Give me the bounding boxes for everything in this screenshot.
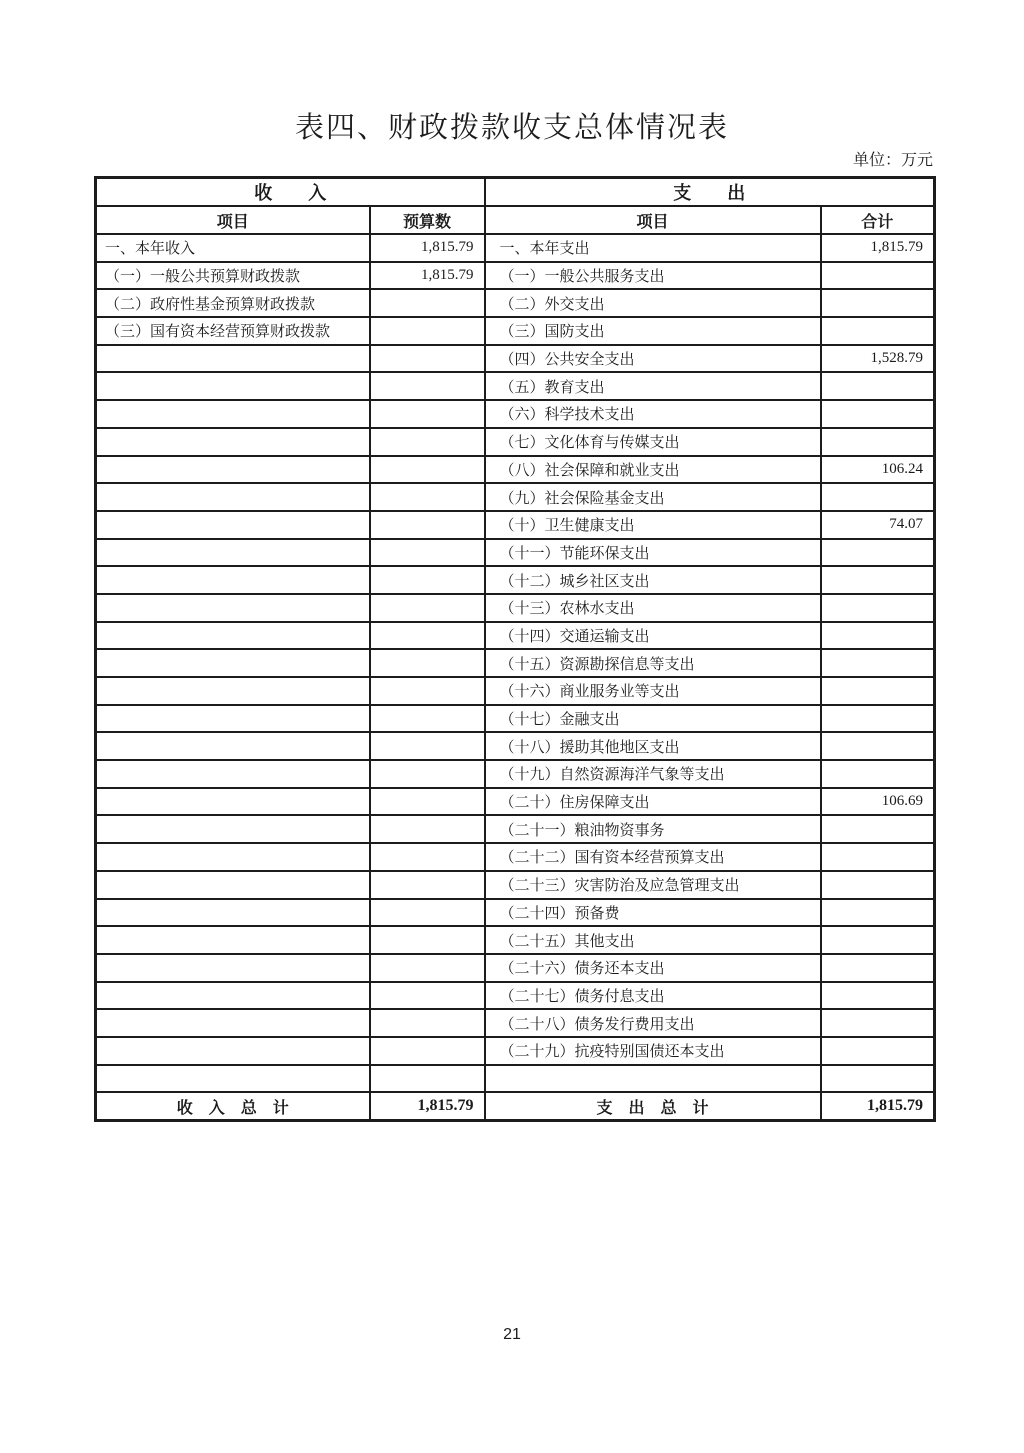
table-row <box>96 566 935 594</box>
expense-value-cell <box>821 594 935 622</box>
expense-item-cell: （二十三）灾害防治及应急管理支出 <box>485 871 821 899</box>
table-row <box>96 1065 935 1093</box>
income-value-cell: 1,815.79 <box>370 262 485 290</box>
income-item-cell <box>96 539 370 567</box>
expense-item-header: 项目 <box>485 206 821 234</box>
table-row <box>96 954 935 982</box>
expense-value-cell <box>821 622 935 650</box>
income-value-cell <box>370 594 485 622</box>
income-value-cell <box>370 732 485 760</box>
income-item-cell <box>96 788 370 816</box>
table-row <box>96 843 935 871</box>
expense-value-cell <box>821 317 935 345</box>
income-budget-header: 预算数 <box>370 206 485 234</box>
expense-value-cell <box>821 871 935 899</box>
income-value-cell <box>370 566 485 594</box>
income-value-cell <box>370 317 485 345</box>
income-value-cell <box>370 539 485 567</box>
expense-value-cell <box>821 1037 935 1065</box>
income-item-cell <box>96 954 370 982</box>
expense-value-cell <box>821 954 935 982</box>
section-header-row <box>96 178 935 207</box>
table-row <box>96 899 935 927</box>
income-value-cell <box>370 760 485 788</box>
income-item-cell <box>96 1065 370 1093</box>
income-value-cell <box>370 815 485 843</box>
income-item-cell <box>96 677 370 705</box>
table-row <box>96 760 935 788</box>
expense-item-cell: （二十七）债务付息支出 <box>485 982 821 1010</box>
income-item-cell: 一、本年收入 <box>96 234 370 262</box>
income-item-cell <box>96 926 370 954</box>
income-item-cell <box>96 594 370 622</box>
income-value-cell <box>370 289 485 317</box>
table-row <box>96 428 935 456</box>
table-row <box>96 317 935 345</box>
income-value-cell <box>370 428 485 456</box>
table-body <box>96 234 935 1092</box>
income-value-cell <box>370 1065 485 1093</box>
income-item-cell <box>96 843 370 871</box>
column-header-row <box>96 206 935 234</box>
table-row <box>96 1037 935 1065</box>
income-value-cell <box>370 345 485 373</box>
expense-item-cell: （三）国防支出 <box>485 317 821 345</box>
expense-item-cell: （十六）商业服务业等支出 <box>485 677 821 705</box>
expense-value-cell <box>821 289 935 317</box>
income-item-cell: （二）政府性基金预算财政拨款 <box>96 289 370 317</box>
expense-value-cell <box>821 732 935 760</box>
expense-item-cell: （十二）城乡社区支出 <box>485 566 821 594</box>
table-row <box>96 345 935 373</box>
expense-value-cell <box>821 982 935 1010</box>
income-item-cell <box>96 566 370 594</box>
income-value-cell <box>370 788 485 816</box>
income-item-cell <box>96 982 370 1010</box>
expense-value-cell <box>821 815 935 843</box>
income-value-cell <box>370 871 485 899</box>
expense-item-cell: （九）社会保险基金支出 <box>485 483 821 511</box>
table-row <box>96 262 935 290</box>
income-total-value: 1,815.79 <box>370 1092 485 1120</box>
income-item-cell <box>96 732 370 760</box>
table-row <box>96 400 935 428</box>
income-item-cell <box>96 705 370 733</box>
unit-label: 单位：万元 <box>852 152 933 169</box>
expense-item-cell: （十八）援助其他地区支出 <box>485 732 821 760</box>
expense-value-cell: 1,528.79 <box>821 345 935 373</box>
table-row <box>96 234 935 262</box>
income-item-cell <box>96 1037 370 1065</box>
expense-value-cell <box>821 899 935 927</box>
expense-item-cell: （二十二）国有资本经营预算支出 <box>485 843 821 871</box>
table-row <box>96 594 935 622</box>
expense-value-cell: 1,815.79 <box>821 234 935 262</box>
expense-value-cell <box>821 705 935 733</box>
table-row <box>96 622 935 650</box>
income-value-cell <box>370 843 485 871</box>
expense-item-cell: （二十九）抗疫特别国债还本支出 <box>485 1037 821 1065</box>
table-row <box>96 456 935 484</box>
table-row <box>96 372 935 400</box>
expense-item-cell: （二十六）债务还本支出 <box>485 954 821 982</box>
expense-item-cell: （十七）金融支出 <box>485 705 821 733</box>
table-row <box>96 926 935 954</box>
expense-total-value: 1,815.79 <box>821 1092 935 1120</box>
expense-total-header: 合计 <box>821 206 935 234</box>
table-row <box>96 871 935 899</box>
expense-total-label: 支 出 总 计 <box>485 1092 821 1120</box>
page-number: 21 <box>503 1326 521 1343</box>
expense-item-cell: （二十八）债务发行费用支出 <box>485 1009 821 1037</box>
expense-item-cell: （二十四）预备费 <box>485 899 821 927</box>
expense-item-cell: （四）公共安全支出 <box>485 345 821 373</box>
income-item-cell <box>96 760 370 788</box>
income-value-cell <box>370 954 485 982</box>
expense-item-cell: （十九）自然资源海洋气象等支出 <box>485 760 821 788</box>
income-value-cell <box>370 705 485 733</box>
expense-item-cell: （六）科学技术支出 <box>485 400 821 428</box>
income-item-cell <box>96 815 370 843</box>
income-total-label: 收 入 总 计 <box>96 1092 370 1120</box>
income-item-cell <box>96 400 370 428</box>
income-value-cell <box>370 400 485 428</box>
table-row <box>96 982 935 1010</box>
expenditure-section-header: 支 出 <box>485 178 935 207</box>
expense-item-cell <box>485 1065 821 1093</box>
expense-item-cell: （二）外交支出 <box>485 289 821 317</box>
income-item-cell <box>96 1009 370 1037</box>
income-item-cell <box>96 899 370 927</box>
expense-value-cell <box>821 1065 935 1093</box>
expense-item-cell: （二十一）粮油物资事务 <box>485 815 821 843</box>
table-row <box>96 649 935 677</box>
budget-table <box>94 176 936 1122</box>
expense-value-cell <box>821 649 935 677</box>
table-row <box>96 1009 935 1037</box>
expense-item-cell: （十）卫生健康支出 <box>485 511 821 539</box>
expense-value-cell <box>821 843 935 871</box>
income-value-cell <box>370 372 485 400</box>
expense-item-cell: （十四）交通运输支出 <box>485 622 821 650</box>
expense-value-cell: 106.24 <box>821 456 935 484</box>
income-value-cell <box>370 483 485 511</box>
table-row <box>96 511 935 539</box>
table-row <box>96 289 935 317</box>
income-item-cell <box>96 649 370 677</box>
expense-item-cell: （五）教育支出 <box>485 372 821 400</box>
income-item-cell <box>96 871 370 899</box>
expense-value-cell <box>821 428 935 456</box>
expense-value-cell <box>821 539 935 567</box>
income-value-cell <box>370 1037 485 1065</box>
expense-value-cell <box>821 566 935 594</box>
income-item-cell <box>96 428 370 456</box>
income-value-cell <box>370 1009 485 1037</box>
expense-value-cell <box>821 677 935 705</box>
income-item-cell <box>96 345 370 373</box>
table-row <box>96 705 935 733</box>
expense-value-cell <box>821 926 935 954</box>
expense-item-cell: （二十五）其他支出 <box>485 926 821 954</box>
expense-value-cell: 74.07 <box>821 511 935 539</box>
income-item-header: 项目 <box>96 206 370 234</box>
income-item-cell <box>96 372 370 400</box>
income-section-header: 收 入 <box>96 178 485 207</box>
expense-item-cell: （十三）农林水支出 <box>485 594 821 622</box>
expense-item-cell: （二十）住房保障支出 <box>485 788 821 816</box>
income-value-cell <box>370 982 485 1010</box>
income-value-cell <box>370 649 485 677</box>
table-row <box>96 815 935 843</box>
income-item-cell <box>96 622 370 650</box>
income-value-cell <box>370 677 485 705</box>
expense-item-cell: （七）文化体育与传媒支出 <box>485 428 821 456</box>
income-value-cell <box>370 456 485 484</box>
income-value-cell <box>370 899 485 927</box>
income-item-cell <box>96 456 370 484</box>
income-value-cell: 1,815.79 <box>370 234 485 262</box>
income-value-cell <box>370 511 485 539</box>
expense-value-cell <box>821 372 935 400</box>
income-item-cell <box>96 511 370 539</box>
income-value-cell <box>370 926 485 954</box>
income-item-cell: （一）一般公共预算财政拨款 <box>96 262 370 290</box>
expense-item-cell: （十五）资源勘探信息等支出 <box>485 649 821 677</box>
table-row <box>96 539 935 567</box>
income-item-cell <box>96 483 370 511</box>
expense-value-cell <box>821 760 935 788</box>
expense-value-cell <box>821 400 935 428</box>
expense-value-cell <box>821 483 935 511</box>
table-row <box>96 732 935 760</box>
total-row <box>96 1092 935 1120</box>
page-title: 表四、财政拨款收支总体情况表 <box>294 112 729 144</box>
income-value-cell <box>370 622 485 650</box>
expense-item-cell: （一）一般公共服务支出 <box>485 262 821 290</box>
table-row <box>96 788 935 816</box>
expense-value-cell <box>821 1009 935 1037</box>
expense-value-cell <box>821 262 935 290</box>
expense-item-cell: （八）社会保障和就业支出 <box>485 456 821 484</box>
table-row <box>96 483 935 511</box>
table-row <box>96 677 935 705</box>
income-item-cell: （三）国有资本经营预算财政拨款 <box>96 317 370 345</box>
expense-value-cell: 106.69 <box>821 788 935 816</box>
expense-item-cell: 一、本年支出 <box>485 234 821 262</box>
expense-item-cell: （十一）节能环保支出 <box>485 539 821 567</box>
